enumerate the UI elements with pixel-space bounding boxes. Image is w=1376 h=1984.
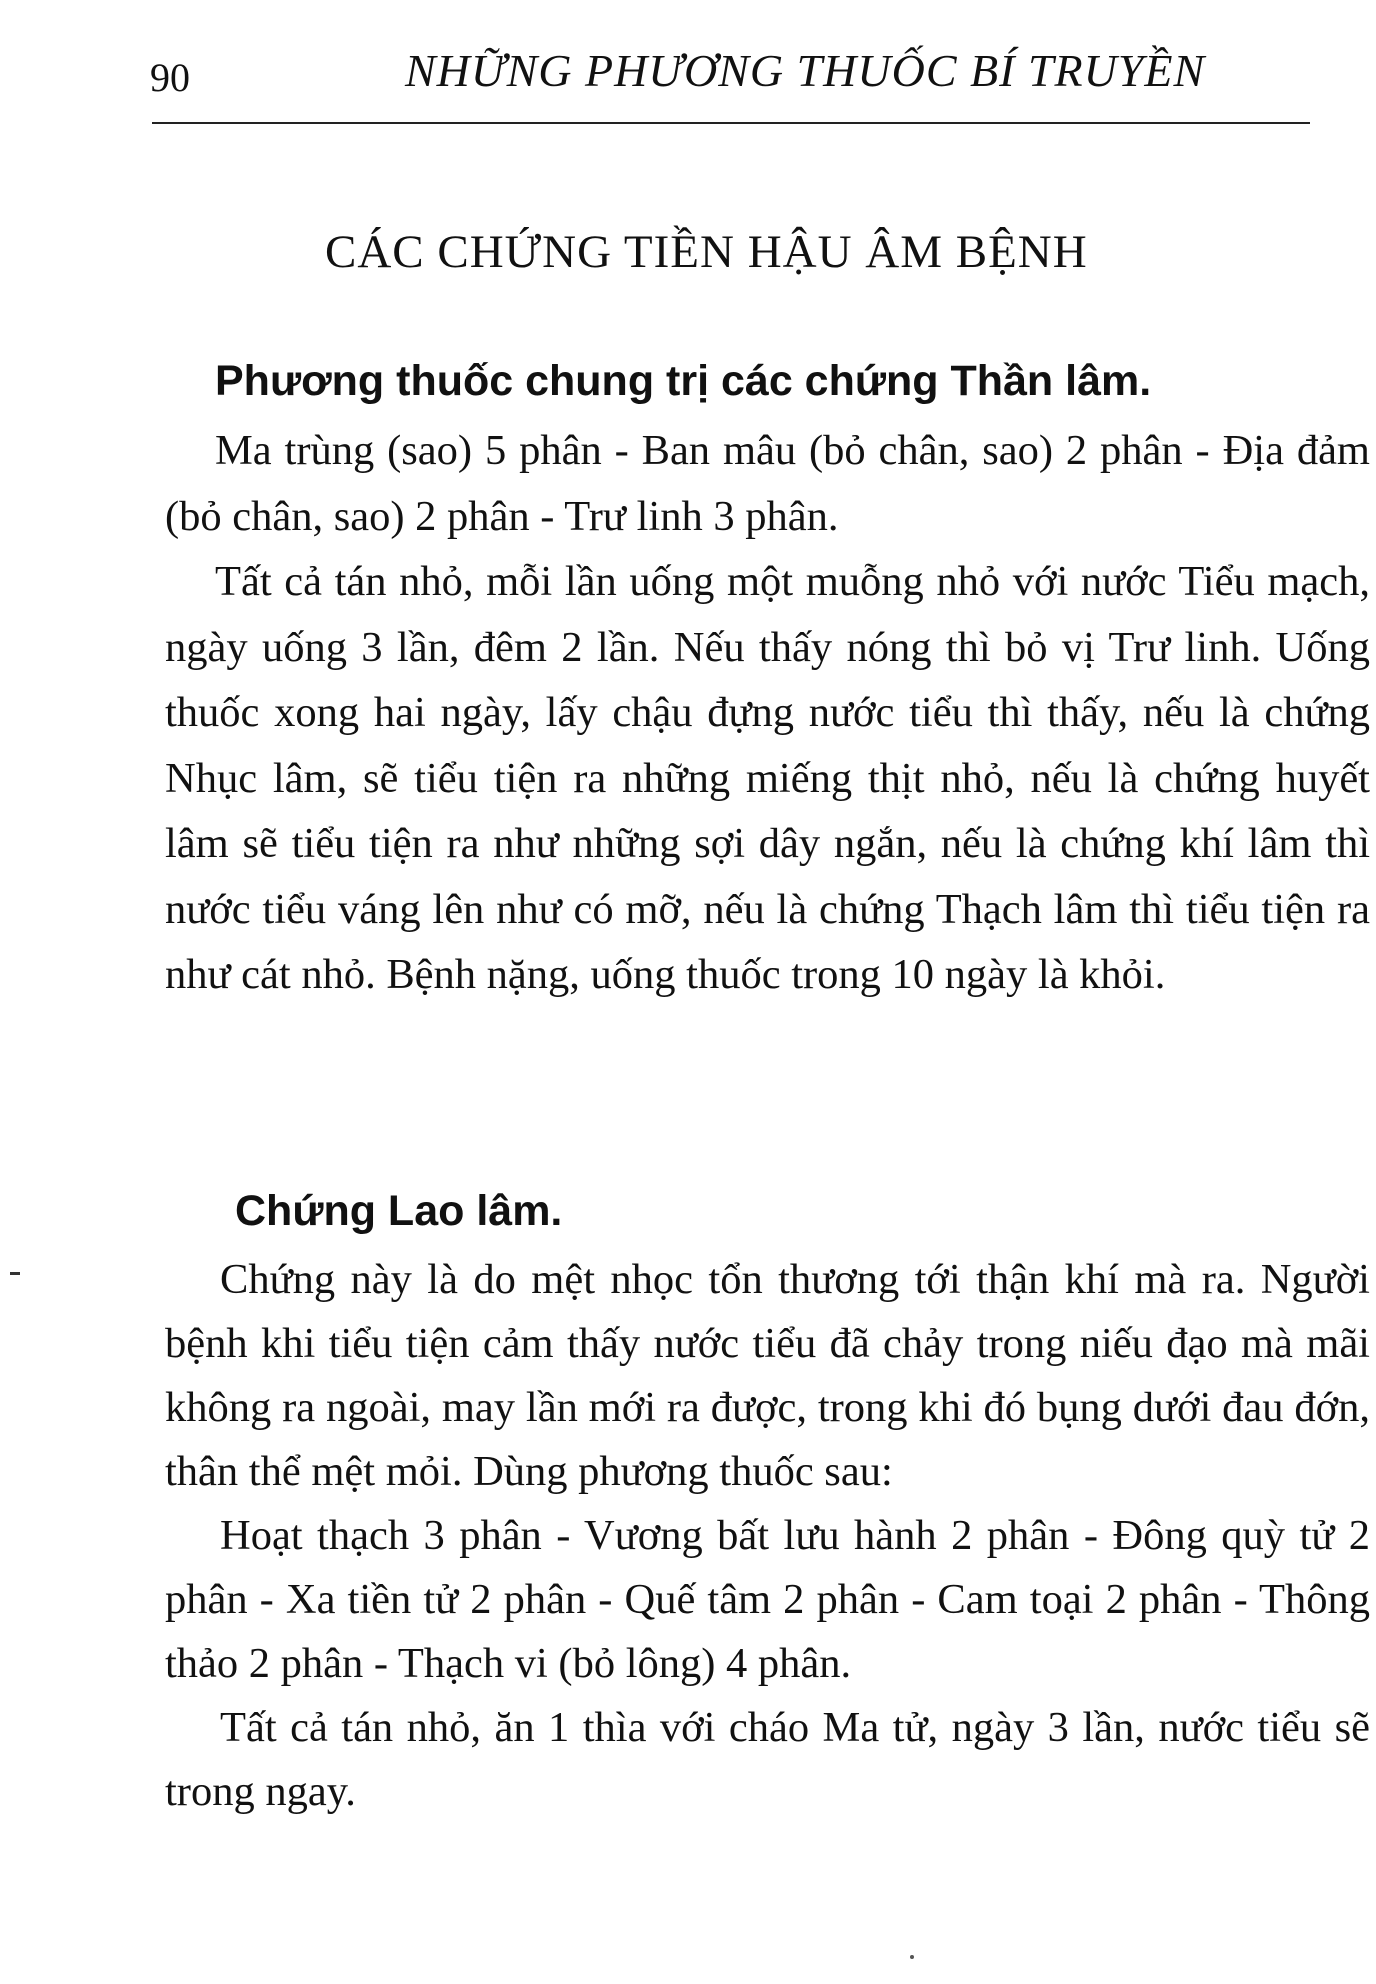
running-header <box>150 44 1310 104</box>
scan-artifact-mark <box>10 1272 20 1275</box>
section-than-lam <box>165 350 1370 1008</box>
page-number: 90 <box>150 55 190 100</box>
paragraph: Tất cả tán nhỏ, mỗi lần uống một muỗng nhỏ với nước Tiểu mạch, ngày uống 3 lần, đêm 2 lần. Nếu thấy nóng thì bỏ vị Trư linh. Uống thuốc xong hai ngày, lấy chậu đựng nước tiểu thì thấy, nếu là chứng Nhục lâm, sẽ tiểu tiện ra những miếng thịt nhỏ, nếu là chứng huyết lâm sẽ tiểu tiện ra như những sợi dây ngắn, nếu là chứng khí lâm thì nước tiểu váng lên như có mỡ, nếu là chứng Thạch lâm thì tiểu tiện ra như cát nhỏ. Bệnh nặng, uống thuốc trong 10 ngày là khỏi. <box>165 558 1370 998</box>
scan-artifact-dot <box>910 1955 914 1959</box>
header-divider <box>152 122 1310 124</box>
section-heading: Chứng Lao lâm. <box>235 1187 563 1235</box>
running-header-title: NHỮNG PHƯƠNG THUỐC BÍ TRUYỀN <box>405 45 1206 96</box>
section-lao-lam <box>165 1180 1370 1824</box>
chapter-title: CÁC CHỨNG TIỀN HẬU ÂM BỆNH <box>325 226 1088 278</box>
paragraph: Hoạt thạch 3 phân - Vương bất lưu hành 2 phân - Đông quỳ tử 2 phân - Xa tiền tử 2 phân - Quế tâm 2 phân - Cam toại 2 phân - Thông thảo 2 phân - Thạch vi (bỏ lông) 4 phân. <box>165 1512 1370 1687</box>
paragraph: Tất cả tán nhỏ, ăn 1 thìa với cháo Ma tử, ngày 3 lần, nước tiểu sẽ trong ngay. <box>165 1704 1370 1815</box>
paragraph: Chứng này là do mệt nhọc tổn thương tới thận khí mà ra. Người bệnh khi tiểu tiện cảm thấy nước tiểu đã chảy trong niếu đạo mà mãi không ra ngoài, may lần mới ra được, trong khi đó bụng dưới đau đớn, thân thể mệt mỏi. Dùng phương thuốc sau: <box>165 1256 1370 1495</box>
section-heading: Phương thuốc chung trị các chứng Thần lâm. <box>215 357 1152 405</box>
paragraph: Ma trùng (sao) 5 phân - Ban mâu (bỏ chân, sao) 2 phân - Địa đảm (bỏ chân, sao) 2 phân - Trư linh 3 phân. <box>165 427 1370 540</box>
